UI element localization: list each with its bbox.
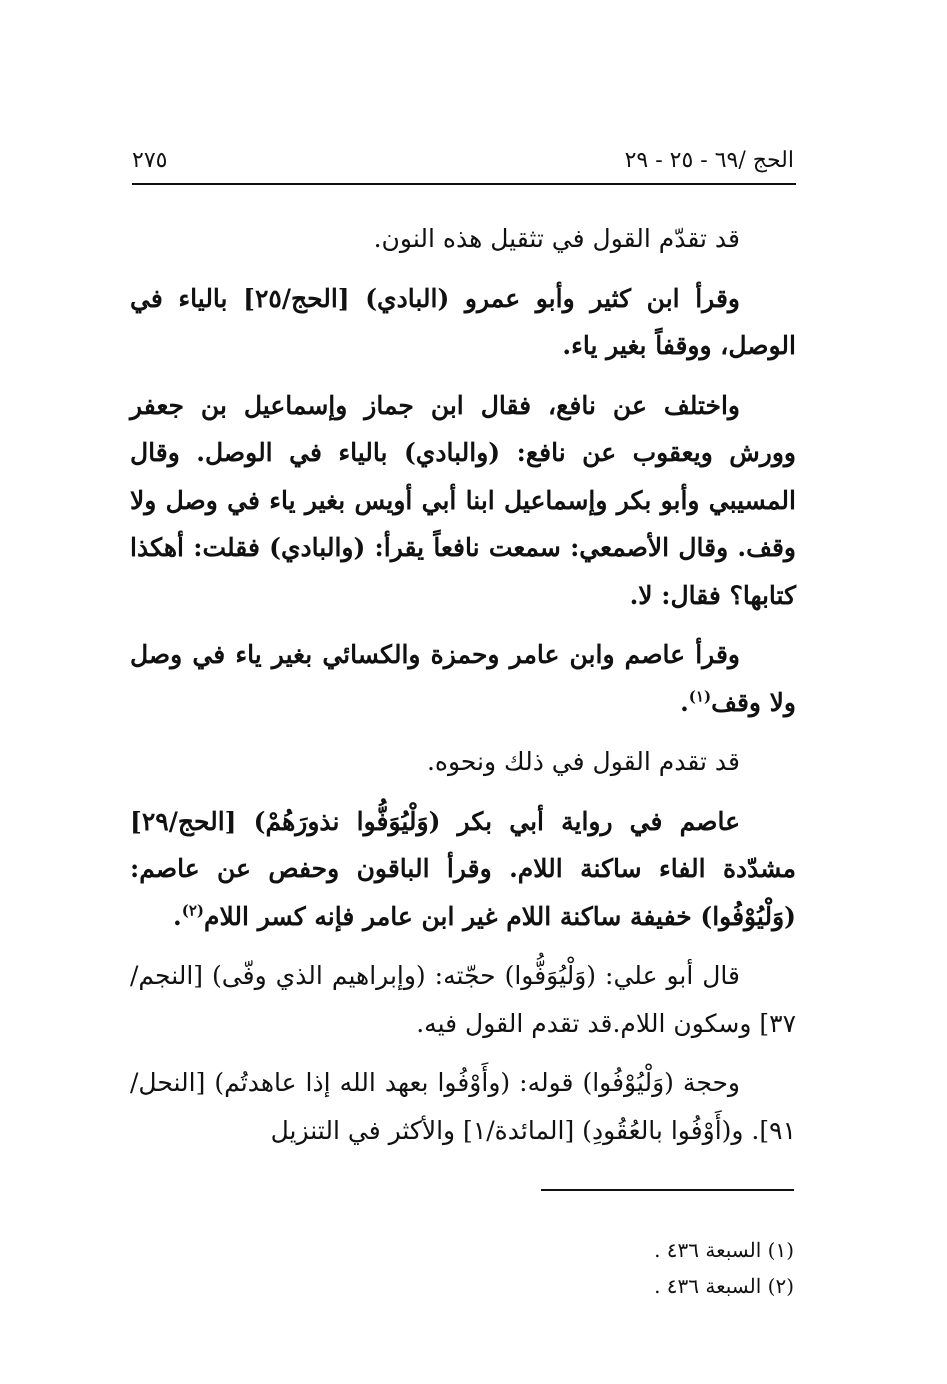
paragraph-2: وقرأ ابن كثير وأبو عمرو (البادي) [الحج/٢٥] بالياء في الوصل، ووقفاً بغير ياء. (130, 283, 796, 360)
main-text (130, 215, 796, 1166)
paragraph-8: وحجة (وَلْيُوْفُوا) قوله: (وأَوْفُوا بعهد الله إذا عاهدتُم) [النحل/٩١]. و(أَوْفُوا بالعُقُودِ) [المائدة/١] والأكثر في التنزيل (130, 1068, 796, 1145)
page-number: ٢٧٥ (132, 147, 168, 173)
paragraph-3: واختلف عن نافع، فقال ابن جماز وإسماعيل بن جعفر وورش ويعقوب عن نافع: (والبادي) بالياء في الوصل. وقال المسيبي وأبو بكر وإسماعيل ابنا أبي أويس بغير ياء في وصل ولا وقف. وقال الأصمعي: سمعت نافعاً يقرأ: (والبادي) فقلت: أهكذا كتابها؟ فقال: لا. (130, 390, 796, 610)
footnote-divider (541, 1189, 794, 1191)
header-divider (132, 183, 796, 185)
footnote-ref-1[interactable]: (١) (688, 687, 712, 706)
paragraph-4: وقرأ عاصم وابن عامر وحمزة والكسائي بغير ياء في وصل ولا وقف$^{(١)}$. (130, 640, 796, 717)
footnote-1: (١) السبعة ٤٣٦ . (654, 1238, 794, 1262)
footnote-2: (٢) السبعة ٤٣٦ . (654, 1274, 794, 1298)
paragraph-1: قد تقدّم القول في تثقيل هذه النون. (373, 224, 740, 253)
page-header (132, 140, 794, 180)
footnotes (430, 1232, 794, 1304)
paragraph-5: قد تقدم القول في ذلك ونحوه. (426, 747, 740, 776)
footnote-ref-2[interactable]: (٢) (181, 901, 205, 920)
paragraph-7: قال أبو علي: (وَلْيُوَفُّوا) حجّته: (وإبراهيم الذي وفّى) [النجم/٣٧] وسكون اللام.قد تقدم القول فيه. (130, 961, 796, 1038)
running-title: الحج /٦٩ - ٢٥ - ٢٩ (624, 147, 794, 173)
paragraph-6: عاصم في رواية أبي بكر (وَلْيُوَفُّوا نذورَهُمْ) [الحج/٢٩] مشدّدة الفاء ساكنة اللام. وقرأ الباقون وحفص عن عاصم: (وَلْيُوْفُوا) خفيفة ساكنة اللام غير ابن عامر فإنه كسر اللام$^{(٢)}$. (130, 806, 796, 931)
